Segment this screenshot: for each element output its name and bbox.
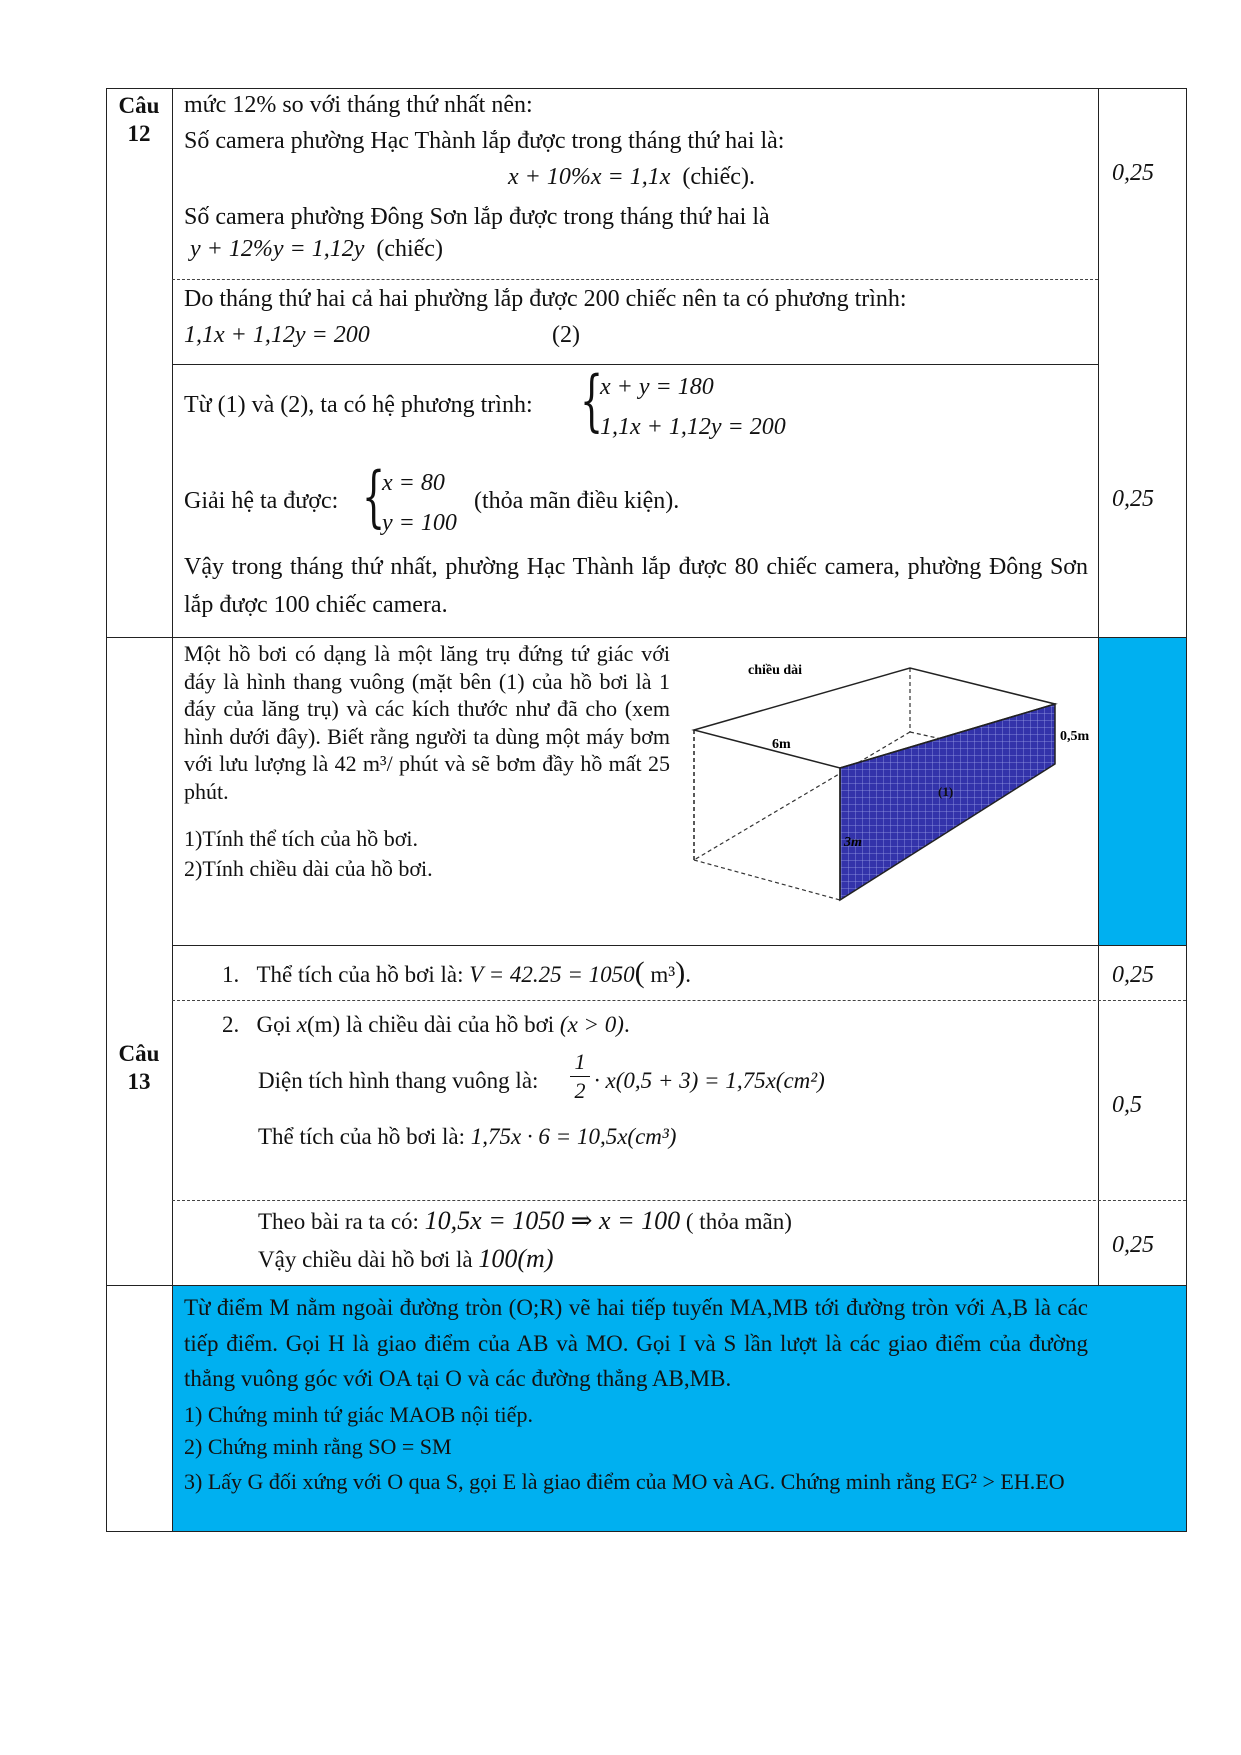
- q12-line5: Từ (1) và (2), ta có hệ phương trình:: [184, 392, 533, 418]
- q12-score2: 0,25: [1112, 486, 1154, 512]
- q14-item2: 2) Chứng minh rằng SO = SM: [184, 1434, 452, 1459]
- q14-item1: 1) Chứng minh tứ giác MAOB nội tiếp.: [184, 1402, 533, 1427]
- q12-score1: 0,25: [1112, 160, 1154, 186]
- q12-line2: Số camera phường Hạc Thành lắp được trong tháng thứ hai là:: [184, 128, 785, 154]
- hidden-edge-4: [694, 860, 840, 900]
- q13-a2: 2. Gọi x(m) là chiều dài của hồ bơi (x > 0).: [222, 1012, 630, 1037]
- q14-problem: Từ điểm M nằm ngoài đường tròn (O;R) vẽ hai tiếp tuyến MA,MB tới đường tròn với A,B là các tiếp điểm. Gọi H là giao điểm của AB và MO. Gọi I và S lần lượt là các giao điểm của đường thẳng vuông góc với OA tại O và các đường thẳng AB,MB.: [184, 1295, 1088, 1392]
- q12-line6b: (thỏa mãn điều kiện).: [474, 488, 680, 514]
- q12-sys1b: 1,1x + 1,12y = 200: [600, 414, 786, 440]
- q12-eq2: y + 12%y = 1,12y (chiếc): [190, 236, 443, 262]
- q13-score1: 0,25: [1112, 962, 1154, 988]
- label-depth-deep: 3m: [844, 835, 862, 850]
- q12-sys1a: x + y = 180: [600, 374, 714, 400]
- q13-a2-frac: 1 2: [570, 1050, 590, 1103]
- q13-problem: Một hồ bơi có dạng là một lăng trụ đứng tứ giác với đáy là hình thang vuông (mặt bên (1) của hồ bơi là 1 đáy của lăng trụ) và các kích thước như đã cho (xem hình dưới đây). Biết rằng người ta dùng một máy bơm với lưu lượng là 42 m³/ phút và sẽ bơm đầy hồ mất 25 phút.: [184, 641, 670, 804]
- q13-a2-vol: Thể tích của hồ bơi là: 1,75x · 6 = 10,5x(cm³): [258, 1124, 677, 1149]
- label-face: (1): [938, 784, 954, 799]
- label-length: chiều dài: [748, 663, 803, 678]
- label-depth-shallow: 0,5m: [1060, 729, 1090, 744]
- q12-sys2a: x = 80: [382, 470, 445, 496]
- pool-prism-figure: [680, 650, 1140, 910]
- q12-eq1: x + 10%x = 1,1x (chiếc).: [508, 164, 755, 190]
- q13-score3: 0,25: [1112, 1232, 1154, 1258]
- q12-line4: Do tháng thứ hai cả hai phường lắp được 200 chiếc nên ta có phương trình:: [184, 286, 907, 312]
- q12-system1-brace: {: [580, 362, 604, 439]
- q12-eq3-tag: (2): [552, 322, 580, 348]
- q12-line1: mức 12% so với tháng thứ nhất nên:: [184, 92, 533, 118]
- q13-q2: 2)Tính chiều dài của hồ bơi.: [184, 856, 433, 881]
- q13-score2: 0,5: [1112, 1092, 1142, 1118]
- label-width: 6m: [772, 737, 791, 752]
- q13-q1: 1)Tính thể tích của hồ bơi.: [184, 826, 419, 851]
- q13-a2-area: Diện tích hình thang vuông là:: [258, 1068, 539, 1093]
- q12-label: Câu 12: [118, 93, 160, 146]
- q12-sys2b: y = 100: [382, 510, 457, 536]
- q14-item3: 3) Lấy G đối xứng với O qua S, gọi E là giao điểm của MO và AG. Chứng minh rằng EG² > EH.EO: [184, 1469, 1065, 1494]
- q13-a1: 1. Thể tích của hồ bơi là: V = 42.25 = 1050( m³).: [222, 956, 691, 989]
- q12-eq3: 1,1x + 1,12y = 200: [184, 322, 370, 348]
- q13-a2-area-eq: · x(0,5 + 3) = 1,75x(cm²): [594, 1068, 825, 1093]
- q12-conclusion: Vậy trong tháng thứ nhất, phường Hạc Thành lắp được 80 chiếc camera, phường Đông Sơn lắp được 100 chiếc camera.: [184, 554, 1088, 619]
- q12-system2-brace: {: [362, 458, 386, 535]
- pool-face-1: [840, 704, 1055, 900]
- q13-a3: Theo bài ra ta có: 10,5x = 1050 ⇒ x = 100 ( thỏa mãn): [258, 1206, 792, 1235]
- q12-line3: Số camera phường Đông Sơn lắp được trong tháng thứ hai là: [184, 204, 770, 230]
- q12-line6: Giải hệ ta được:: [184, 488, 339, 514]
- q13-a4: Vậy chiều dài hồ bơi là 100(m): [258, 1244, 554, 1273]
- q13-label: Câu 13: [118, 1041, 160, 1094]
